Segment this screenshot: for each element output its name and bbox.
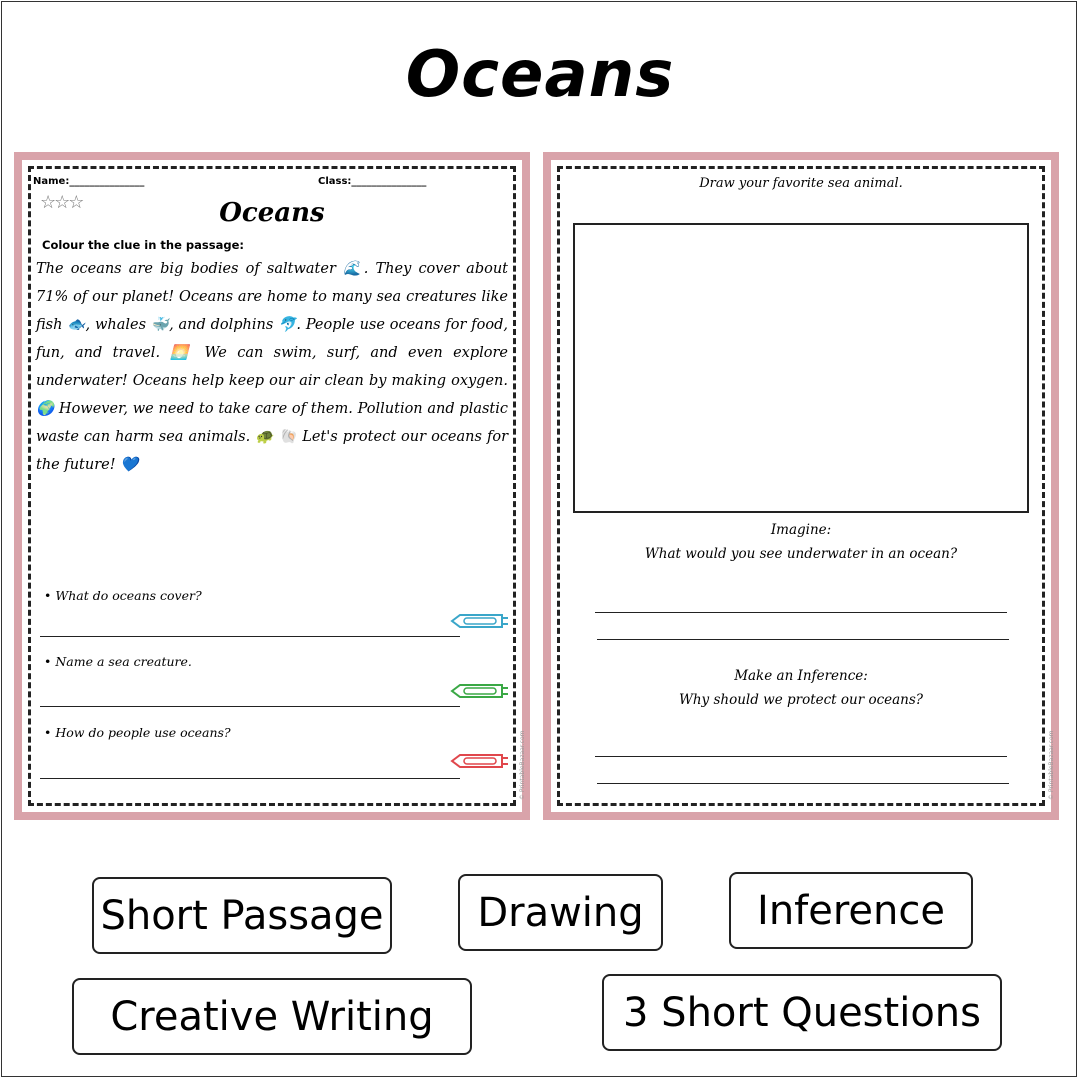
answer-line-3[interactable] bbox=[40, 778, 460, 779]
name-field: Name:_______________ bbox=[33, 176, 145, 187]
crayon-blue-icon bbox=[450, 610, 510, 632]
worksheet-sheet bbox=[551, 160, 1055, 812]
instruction-text: Colour the clue in the passage: bbox=[42, 238, 244, 252]
inference-answer-line-1[interactable] bbox=[595, 756, 1007, 757]
drawing-box[interactable] bbox=[573, 223, 1029, 513]
draw-prompt: Draw your favorite sea animal. bbox=[699, 176, 903, 191]
question-3-text: How do people use oceans? bbox=[55, 725, 231, 740]
inference-answer-line-2[interactable] bbox=[597, 783, 1009, 784]
imagine-answer-line-1[interactable] bbox=[595, 612, 1007, 613]
crayon-green-icon bbox=[450, 680, 510, 702]
answer-line-2[interactable] bbox=[40, 706, 460, 707]
question-1: • What do oceans cover? bbox=[44, 588, 202, 603]
tag-short-passage: Short Passage bbox=[92, 877, 392, 954]
crayon-red-icon bbox=[450, 750, 510, 772]
worksheet-passage-page bbox=[14, 152, 530, 820]
imagine-question: What would you see underwater in an ocean? bbox=[644, 546, 958, 562]
reading-passage: The oceans are big bodies of saltwater 🌊. They cover about 71% of our planet! Oceans are home to many sea creatures like fish 🐟, whales 🐳, and dolphins 🐬. People use oceans for food, fun, and travel. 🌅 We can swim, surf, and even explore underwater! Oceans help keep our air clean by making oxygen. 🌍 However, we need to take care of them. Pollution and plastic waste can harm sea animals. 🐢 🐚 Let's protect our oceans for the future! 💙 bbox=[36, 261, 508, 473]
page-title: Oceans bbox=[405, 38, 675, 112]
question-3: • How do people use oceans? bbox=[44, 725, 231, 740]
inference-question: Why should we protect our oceans? bbox=[678, 692, 924, 708]
class-field: Class:_______________ bbox=[318, 176, 427, 187]
imagine-label: Imagine: bbox=[770, 522, 832, 538]
worksheet-sheet bbox=[22, 160, 526, 812]
answer-line-1[interactable] bbox=[40, 636, 460, 637]
rating-stars-icon: ☆☆☆ bbox=[40, 192, 83, 213]
imagine-answer-line-2[interactable] bbox=[597, 639, 1009, 640]
tag-creative-writing: Creative Writing bbox=[72, 978, 472, 1055]
tag-3-short-questions: 3 Short Questions bbox=[602, 974, 1002, 1051]
tag-drawing: Drawing bbox=[458, 874, 663, 951]
question-2: • Name a sea creature. bbox=[44, 654, 192, 669]
tag-inference: Inference bbox=[729, 872, 973, 949]
inference-label: Make an Inference: bbox=[734, 668, 868, 684]
copyright-right: © PrintableBazaar.com bbox=[1048, 730, 1055, 800]
worksheet-title: Oceans bbox=[219, 198, 325, 228]
copyright-left: © PrintableBazaar.com bbox=[519, 730, 526, 800]
question-2-text: Name a sea creature. bbox=[55, 654, 192, 669]
worksheet-drawing-page bbox=[543, 152, 1059, 820]
question-1-text: What do oceans cover? bbox=[55, 588, 202, 603]
